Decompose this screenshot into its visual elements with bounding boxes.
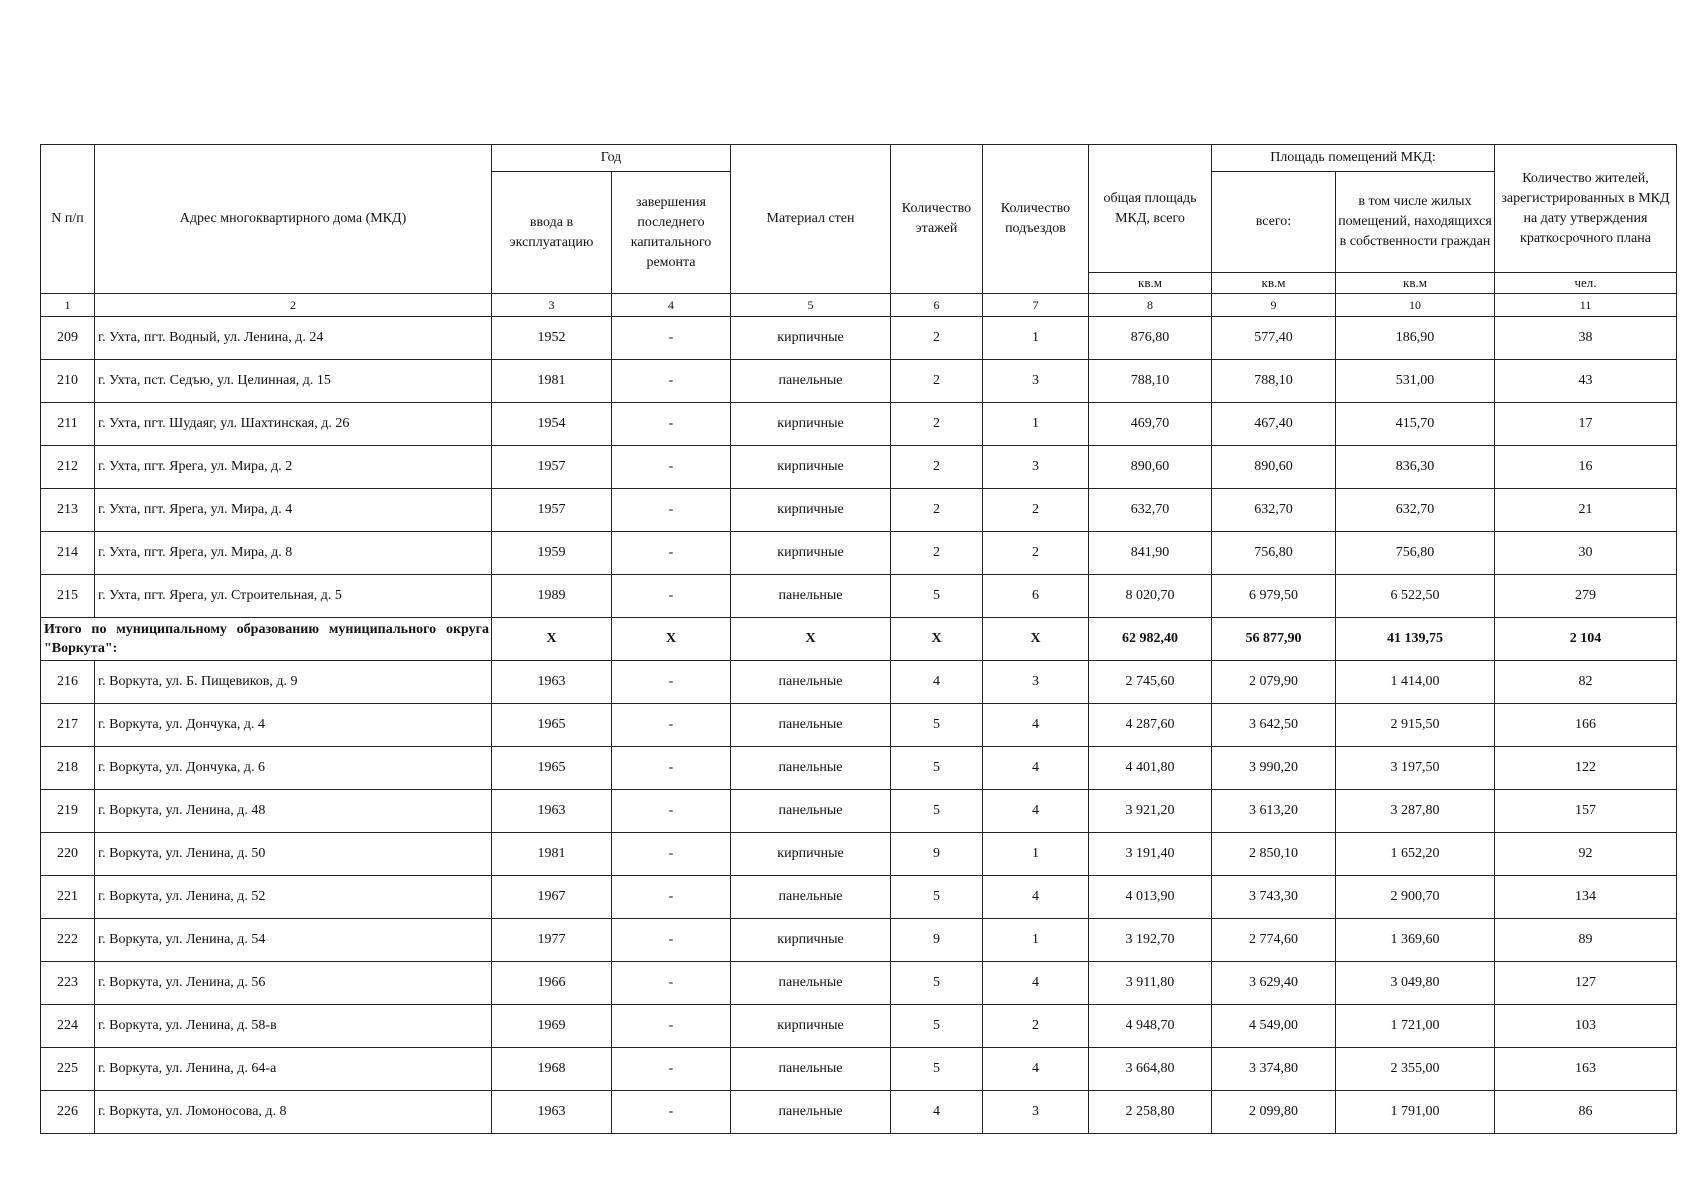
cell-total-area: 841,90: [1089, 532, 1212, 575]
cell-area-residential: 3 197,50: [1336, 747, 1495, 790]
cell-year-commission: 1963: [492, 790, 612, 833]
header-wall-material: Материал стен: [731, 145, 891, 294]
cell-year-commission: 1957: [492, 489, 612, 532]
cell-area-residential: 531,00: [1336, 360, 1495, 403]
cell-wall-material: панельные: [731, 360, 891, 403]
cell-area-all: 756,80: [1212, 532, 1336, 575]
cell-address: г. Ухта, пст. Седъю, ул. Целинная, д. 15: [95, 360, 492, 403]
header-entrances: Количество подъездов: [983, 145, 1089, 294]
cell-area-residential: 2 915,50: [1336, 704, 1495, 747]
cell-floors: 2: [891, 360, 983, 403]
cell-residents: 134: [1495, 876, 1677, 919]
cell-year-commission: 1965: [492, 747, 612, 790]
cell-entrances: 2: [983, 532, 1089, 575]
cell-area-all: 3 990,20: [1212, 747, 1336, 790]
table-row: [41, 317, 1677, 360]
cell-area-all: 2 850,10: [1212, 833, 1336, 876]
unit-area-all: кв.м: [1212, 273, 1336, 294]
header-year-group: Год: [492, 145, 731, 172]
cell-entrances: 1: [983, 919, 1089, 962]
cell-area-all: 467,40: [1212, 403, 1336, 446]
cell-entrances: 4: [983, 962, 1089, 1005]
cell-area-residential: 415,70: [1336, 403, 1495, 446]
unit-area-residential: кв.м: [1336, 273, 1495, 294]
cell-wall-material: панельные: [731, 962, 891, 1005]
cell-area-all: 788,10: [1212, 360, 1336, 403]
housing-table: [40, 144, 1677, 1134]
cell-wall-material: кирпичные: [731, 403, 891, 446]
column-number: 11: [1495, 294, 1677, 317]
cell-num: 211: [41, 403, 95, 446]
cell-total-area: 4 948,70: [1089, 1005, 1212, 1048]
cell-area-residential: 3 287,80: [1336, 790, 1495, 833]
cell-year-commission: 1977: [492, 919, 612, 962]
total-year-repair: X: [612, 618, 731, 661]
cell-residents: 43: [1495, 360, 1677, 403]
header-address: Адрес многоквартирного дома (МКД): [95, 145, 492, 294]
cell-floors: 2: [891, 489, 983, 532]
cell-total-area: 2 745,60: [1089, 661, 1212, 704]
cell-address: г. Ухта, пгт. Шудаяг, ул. Шахтинская, д. 26: [95, 403, 492, 446]
column-number: 6: [891, 294, 983, 317]
cell-year-commission: 1981: [492, 833, 612, 876]
table-row: [41, 833, 1677, 876]
unit-total-area: кв.м: [1089, 273, 1212, 294]
cell-num: 217: [41, 704, 95, 747]
cell-address: г. Ухта, пгт. Ярега, ул. Мира, д. 8: [95, 532, 492, 575]
cell-residents: 166: [1495, 704, 1677, 747]
cell-year-commission: 1969: [492, 1005, 612, 1048]
cell-residents: 17: [1495, 403, 1677, 446]
cell-total-area: 3 191,40: [1089, 833, 1212, 876]
cell-num: 225: [41, 1048, 95, 1091]
cell-total-area: 2 258,80: [1089, 1091, 1212, 1134]
cell-num: 218: [41, 747, 95, 790]
column-number: 8: [1089, 294, 1212, 317]
cell-area-residential: 1 369,60: [1336, 919, 1495, 962]
cell-num: 219: [41, 790, 95, 833]
cell-entrances: 3: [983, 446, 1089, 489]
cell-floors: 2: [891, 317, 983, 360]
table-row: [41, 575, 1677, 618]
cell-year-repair: -: [612, 962, 731, 1005]
cell-entrances: 4: [983, 876, 1089, 919]
cell-total-area: 8 020,70: [1089, 575, 1212, 618]
cell-num: 212: [41, 446, 95, 489]
cell-floors: 2: [891, 403, 983, 446]
cell-year-repair: -: [612, 876, 731, 919]
cell-year-repair: -: [612, 1091, 731, 1134]
cell-address: г. Воркута, ул. Дончука, д. 4: [95, 704, 492, 747]
cell-year-commission: 1952: [492, 317, 612, 360]
cell-area-residential: 6 522,50: [1336, 575, 1495, 618]
cell-wall-material: кирпичные: [731, 489, 891, 532]
total-label: Итого по муниципальному образованию муниципального округа "Воркута":: [41, 618, 492, 661]
cell-area-all: 3 642,50: [1212, 704, 1336, 747]
cell-num: 210: [41, 360, 95, 403]
cell-total-area: 469,70: [1089, 403, 1212, 446]
cell-year-repair: -: [612, 532, 731, 575]
cell-residents: 163: [1495, 1048, 1677, 1091]
table-row: [41, 962, 1677, 1005]
cell-total-area: 4 401,80: [1089, 747, 1212, 790]
cell-floors: 4: [891, 661, 983, 704]
header-year-commission: ввода в эксплуатацию: [492, 172, 612, 294]
cell-residents: 127: [1495, 962, 1677, 1005]
header-residents: Количество жителей, зарегистрированных в МКД на дату утверждения краткосрочного плана: [1495, 145, 1677, 273]
table-header: [41, 145, 1677, 317]
cell-entrances: 4: [983, 747, 1089, 790]
table-row: [41, 532, 1677, 575]
cell-area-residential: 2 355,00: [1336, 1048, 1495, 1091]
cell-year-commission: 1966: [492, 962, 612, 1005]
cell-residents: 157: [1495, 790, 1677, 833]
total-residents: 2 104: [1495, 618, 1677, 661]
cell-address: г. Воркута, ул. Ленина, д. 48: [95, 790, 492, 833]
cell-residents: 103: [1495, 1005, 1677, 1048]
cell-num: 220: [41, 833, 95, 876]
table-row: [41, 1005, 1677, 1048]
column-number: 2: [95, 294, 492, 317]
cell-area-all: 4 549,00: [1212, 1005, 1336, 1048]
cell-year-commission: 1981: [492, 360, 612, 403]
cell-num: 224: [41, 1005, 95, 1048]
column-number: 10: [1336, 294, 1495, 317]
header-total-area: общая площадь МКД, всего: [1089, 145, 1212, 273]
cell-area-residential: 632,70: [1336, 489, 1495, 532]
cell-num: 216: [41, 661, 95, 704]
cell-num: 223: [41, 962, 95, 1005]
total-row: [41, 618, 1677, 661]
cell-year-repair: -: [612, 747, 731, 790]
cell-area-all: 6 979,50: [1212, 575, 1336, 618]
header-area-all: всего:: [1212, 172, 1336, 273]
cell-num: 209: [41, 317, 95, 360]
column-number: 3: [492, 294, 612, 317]
cell-area-all: 577,40: [1212, 317, 1336, 360]
cell-floors: 5: [891, 575, 983, 618]
column-number: 1: [41, 294, 95, 317]
cell-total-area: 3 911,80: [1089, 962, 1212, 1005]
cell-area-all: 3 743,30: [1212, 876, 1336, 919]
table-row: [41, 446, 1677, 489]
cell-wall-material: кирпичные: [731, 446, 891, 489]
cell-year-repair: -: [612, 403, 731, 446]
total-entrances: X: [983, 618, 1089, 661]
cell-area-all: 632,70: [1212, 489, 1336, 532]
cell-entrances: 2: [983, 1005, 1089, 1048]
cell-residents: 279: [1495, 575, 1677, 618]
header-floors: Количество этажей: [891, 145, 983, 294]
cell-area-all: 3 629,40: [1212, 962, 1336, 1005]
column-number: 9: [1212, 294, 1336, 317]
header-area-group: Площадь помещений МКД:: [1212, 145, 1495, 172]
cell-address: г. Воркута, ул. Ленина, д. 50: [95, 833, 492, 876]
cell-year-repair: -: [612, 919, 731, 962]
cell-address: г. Воркута, ул. Ленина, д. 54: [95, 919, 492, 962]
cell-floors: 2: [891, 532, 983, 575]
cell-num: 213: [41, 489, 95, 532]
cell-total-area: 876,80: [1089, 317, 1212, 360]
cell-residents: 21: [1495, 489, 1677, 532]
cell-floors: 2: [891, 446, 983, 489]
cell-year-repair: -: [612, 661, 731, 704]
cell-area-residential: 3 049,80: [1336, 962, 1495, 1005]
cell-year-repair: -: [612, 790, 731, 833]
cell-year-repair: -: [612, 1005, 731, 1048]
cell-entrances: 1: [983, 317, 1089, 360]
cell-entrances: 1: [983, 403, 1089, 446]
cell-address: г. Воркута, ул. Дончука, д. 6: [95, 747, 492, 790]
cell-total-area: 3 664,80: [1089, 1048, 1212, 1091]
cell-wall-material: панельные: [731, 661, 891, 704]
cell-entrances: 2: [983, 489, 1089, 532]
table-row: [41, 661, 1677, 704]
cell-entrances: 4: [983, 704, 1089, 747]
table-row: [41, 360, 1677, 403]
cell-year-repair: -: [612, 704, 731, 747]
cell-wall-material: кирпичные: [731, 532, 891, 575]
cell-total-area: 788,10: [1089, 360, 1212, 403]
total-area-all: 56 877,90: [1212, 618, 1336, 661]
unit-residents: чел.: [1495, 273, 1677, 294]
cell-address: г. Ухта, пгт. Ярега, ул. Строительная, д. 5: [95, 575, 492, 618]
cell-year-commission: 1965: [492, 704, 612, 747]
cell-total-area: 890,60: [1089, 446, 1212, 489]
cell-num: 221: [41, 876, 95, 919]
cell-num: 222: [41, 919, 95, 962]
cell-wall-material: панельные: [731, 747, 891, 790]
cell-address: г. Ухта, пгт. Водный, ул. Ленина, д. 24: [95, 317, 492, 360]
cell-year-commission: 1959: [492, 532, 612, 575]
cell-address: г. Воркута, ул. Ленина, д. 56: [95, 962, 492, 1005]
cell-residents: 122: [1495, 747, 1677, 790]
cell-wall-material: кирпичные: [731, 1005, 891, 1048]
cell-total-area: 3 921,20: [1089, 790, 1212, 833]
cell-address: г. Воркута, ул. Ленина, д. 52: [95, 876, 492, 919]
total-total-area: 62 982,40: [1089, 618, 1212, 661]
cell-address: г. Ухта, пгт. Ярега, ул. Мира, д. 4: [95, 489, 492, 532]
cell-floors: 9: [891, 919, 983, 962]
cell-area-residential: 186,90: [1336, 317, 1495, 360]
cell-entrances: 4: [983, 1048, 1089, 1091]
cell-wall-material: панельные: [731, 1091, 891, 1134]
header-num: N п/п: [41, 145, 95, 294]
cell-num: 215: [41, 575, 95, 618]
cell-floors: 9: [891, 833, 983, 876]
cell-floors: 5: [891, 962, 983, 1005]
cell-area-residential: 1 791,00: [1336, 1091, 1495, 1134]
cell-floors: 5: [891, 790, 983, 833]
cell-year-commission: 1963: [492, 1091, 612, 1134]
cell-floors: 5: [891, 704, 983, 747]
cell-wall-material: кирпичные: [731, 317, 891, 360]
table-row: [41, 1048, 1677, 1091]
cell-entrances: 1: [983, 833, 1089, 876]
cell-address: г. Воркута, ул. Ломоносова, д. 8: [95, 1091, 492, 1134]
total-year-commission: X: [492, 618, 612, 661]
total-floors: X: [891, 618, 983, 661]
table-body-ukhta: [41, 317, 1677, 618]
cell-year-commission: 1967: [492, 876, 612, 919]
cell-area-all: 3 613,20: [1212, 790, 1336, 833]
cell-floors: 5: [891, 1048, 983, 1091]
cell-residents: 86: [1495, 1091, 1677, 1134]
cell-area-all: 2 099,80: [1212, 1091, 1336, 1134]
total-area-residential: 41 139,75: [1336, 618, 1495, 661]
cell-residents: 92: [1495, 833, 1677, 876]
cell-year-repair: -: [612, 489, 731, 532]
cell-residents: 89: [1495, 919, 1677, 962]
cell-address: г. Воркута, ул. Б. Пищевиков, д. 9: [95, 661, 492, 704]
cell-area-all: 2 079,90: [1212, 661, 1336, 704]
cell-wall-material: панельные: [731, 575, 891, 618]
cell-year-repair: -: [612, 360, 731, 403]
column-number: 5: [731, 294, 891, 317]
cell-area-residential: 1 721,00: [1336, 1005, 1495, 1048]
cell-year-commission: 1957: [492, 446, 612, 489]
cell-entrances: 3: [983, 661, 1089, 704]
cell-area-all: 890,60: [1212, 446, 1336, 489]
cell-address: г. Воркута, ул. Ленина, д. 58-в: [95, 1005, 492, 1048]
table-row: [41, 747, 1677, 790]
cell-year-repair: -: [612, 833, 731, 876]
cell-wall-material: кирпичные: [731, 833, 891, 876]
cell-total-area: 4 287,60: [1089, 704, 1212, 747]
cell-year-commission: 1989: [492, 575, 612, 618]
cell-year-repair: -: [612, 1048, 731, 1091]
cell-total-area: 632,70: [1089, 489, 1212, 532]
table-row: [41, 790, 1677, 833]
cell-address: г. Ухта, пгт. Ярега, ул. Мира, д. 2: [95, 446, 492, 489]
cell-total-area: 4 013,90: [1089, 876, 1212, 919]
cell-residents: 38: [1495, 317, 1677, 360]
cell-area-residential: 2 900,70: [1336, 876, 1495, 919]
table-row: [41, 1091, 1677, 1134]
cell-address: г. Воркута, ул. Ленина, д. 64-а: [95, 1048, 492, 1091]
cell-wall-material: панельные: [731, 790, 891, 833]
cell-entrances: 4: [983, 790, 1089, 833]
column-number-row: [41, 294, 1677, 317]
cell-wall-material: панельные: [731, 1048, 891, 1091]
column-number: 4: [612, 294, 731, 317]
cell-floors: 5: [891, 747, 983, 790]
table-row: [41, 704, 1677, 747]
cell-residents: 30: [1495, 532, 1677, 575]
cell-area-residential: 756,80: [1336, 532, 1495, 575]
table-row: [41, 876, 1677, 919]
cell-entrances: 3: [983, 360, 1089, 403]
table-row: [41, 403, 1677, 446]
cell-num: 226: [41, 1091, 95, 1134]
cell-floors: 4: [891, 1091, 983, 1134]
cell-area-residential: 836,30: [1336, 446, 1495, 489]
cell-year-repair: -: [612, 575, 731, 618]
cell-year-repair: -: [612, 317, 731, 360]
cell-wall-material: панельные: [731, 876, 891, 919]
cell-num: 214: [41, 532, 95, 575]
cell-year-commission: 1963: [492, 661, 612, 704]
header-year-repair: завершения последнего капитального ремонта: [612, 172, 731, 294]
total-wall-material: X: [731, 618, 891, 661]
column-number: 7: [983, 294, 1089, 317]
cell-year-repair: -: [612, 446, 731, 489]
cell-residents: 82: [1495, 661, 1677, 704]
cell-area-all: 2 774,60: [1212, 919, 1336, 962]
cell-residents: 16: [1495, 446, 1677, 489]
cell-total-area: 3 192,70: [1089, 919, 1212, 962]
cell-year-commission: 1968: [492, 1048, 612, 1091]
header-area-residential: в том числе жилых помещений, находящихся в собственности граждан: [1336, 172, 1495, 273]
table-total: [41, 618, 1677, 661]
cell-entrances: 3: [983, 1091, 1089, 1134]
table-row: [41, 919, 1677, 962]
table-body-vorkuta: [41, 661, 1677, 1134]
table-row: [41, 489, 1677, 532]
cell-area-all: 3 374,80: [1212, 1048, 1336, 1091]
cell-area-residential: 1 414,00: [1336, 661, 1495, 704]
cell-floors: 5: [891, 876, 983, 919]
cell-wall-material: кирпичные: [731, 919, 891, 962]
cell-wall-material: панельные: [731, 704, 891, 747]
cell-floors: 5: [891, 1005, 983, 1048]
cell-year-commission: 1954: [492, 403, 612, 446]
cell-area-residential: 1 652,20: [1336, 833, 1495, 876]
cell-entrances: 6: [983, 575, 1089, 618]
